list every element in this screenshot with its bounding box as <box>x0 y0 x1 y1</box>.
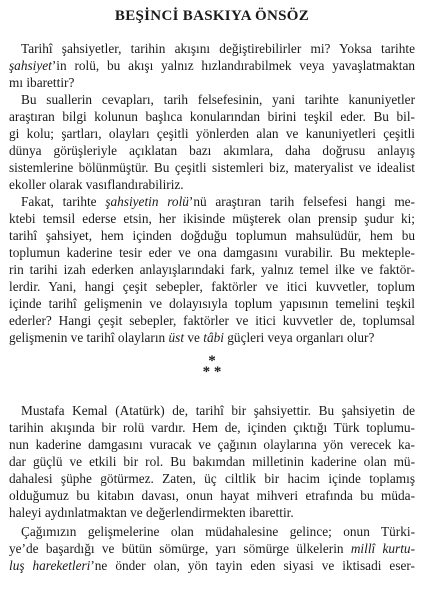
text-line <box>9 470 415 487</box>
text-run: sistemlerine bölünmüştür. Bu çeşitli sistemleri biz, materyalist ve idealist <box>9 160 415 175</box>
text-line <box>9 108 415 125</box>
text-line <box>9 142 415 159</box>
text-line <box>9 125 415 142</box>
section-separator: * * * <box>202 353 222 380</box>
text-line <box>9 453 415 470</box>
text-line <box>9 295 415 312</box>
text-line <box>9 261 415 278</box>
text-run: güçleri veya organları olur? <box>223 330 375 345</box>
text-run: olduğumuz bu kitabın davası, onun hayat mihveri etrafında bu müda- <box>9 488 415 503</box>
text-run: haleyi aydınlatmaktan ve değerlendirmekten ibarettir. <box>9 505 294 520</box>
text-run: dar güçlü ve etkili bir rol. Bu bakımdan milletinin kaderine olan mü- <box>9 454 415 469</box>
text-line <box>9 329 415 346</box>
text-line <box>21 40 415 57</box>
emphasis-text: şahsiyet <box>9 58 52 73</box>
text-run: gelişmenin ve tarihî olayların <box>9 330 169 345</box>
text-run: Fakat, tarihte <box>21 194 106 209</box>
text-run: araştıran bilgi kolunun başlıca konularından birini teşkil eder. Bu bil- <box>9 109 415 124</box>
text-line <box>9 244 415 261</box>
text-line <box>9 210 415 227</box>
text-line <box>9 278 415 295</box>
text-run: tarihin akışında bir rolü vardır. Hem de, içinden çıktığı Türk toplumu- <box>9 420 415 435</box>
text-run: ye’de başardığı ve bütün sömürge, yarı sömürge ülkelerin <box>9 541 351 556</box>
text-run: ekoller olarak vasıflandırabiliriz. <box>9 177 184 192</box>
text-run: nun kaderine damgasını vuracak ve çağının olaylarına yön verecek ka- <box>9 437 415 452</box>
text-line <box>21 402 415 419</box>
text-run: ve <box>184 330 204 345</box>
text-line <box>9 176 415 193</box>
text-run: ’nü araştıran tarih felsefesi hangi me- <box>188 194 415 209</box>
text-line <box>9 227 415 244</box>
text-run: mı ibarettir? <box>9 75 75 90</box>
text-run: toplumun kaderine tesir eder ve ona damgasını vurabilir. Bu mekteple- <box>9 245 415 260</box>
text-run: ’in rolü, bu akışı yalnız hızlandırabilmek veya yavaşlatmaktan <box>51 58 415 73</box>
text-run: dünya görüşleriyle açıklatan bazı akımlara, daha doğrusu anlayış <box>9 143 415 158</box>
text-line <box>21 91 415 108</box>
text-line <box>9 74 415 91</box>
text-line <box>9 487 415 504</box>
emphasis-text: üst <box>168 330 185 345</box>
text-run: ederler? Hangi çeşit sebepler, faktörler ve itici kuvvetler de, toplumsal <box>9 313 415 328</box>
text-run: Tarihî şahsiyetler, tarihin akışını değiştirebilirler mi? Yoksa tarihte <box>21 41 415 56</box>
text-line <box>9 419 415 436</box>
text-run: rin tarihi izah ederken anlayışlarındaki fark, yalnız temel ilke ve faktör- <box>9 262 415 277</box>
text-line <box>9 540 415 557</box>
text-run: lerdir. Yani, hangi çeşit sebepler, faktörler ve itici kuvvetler, toplum <box>9 279 415 294</box>
text-line <box>9 159 415 176</box>
text-run: gi kolu; şartları, olayları çeşitli yönlerden alan ve kanuniyetleri çeşitli <box>9 126 415 141</box>
emphasis-text: millî kurtu- <box>350 541 415 556</box>
text-run: Çağımızın gelişmelerine olan müdahalesine gelince; onun Türki- <box>21 524 415 539</box>
text-line <box>21 193 415 210</box>
text-line <box>9 312 415 329</box>
text-run: Mustafa Kemal (Atatürk) de, tarihî bir şahsiyettir. Bu şahsiyetin de <box>21 403 415 418</box>
emphasis-text: tâbi <box>203 330 224 345</box>
page-title: BEŞİNCİ BASKIYA ÖNSÖZ <box>114 8 310 24</box>
text-line <box>9 557 415 574</box>
text-run: içinde tarihî gelişmenin ve dolayısıyla toplum yapısının temelini teşkil <box>9 296 415 311</box>
text-line <box>9 57 415 74</box>
text-line <box>9 504 415 521</box>
emphasis-text: şahsiyetin rolü <box>105 194 189 209</box>
text-run: ’ne önder olan, yön tayin eden siyasi ve iktisadi eser- <box>90 558 415 573</box>
text-run: dahalesi şüphe götürmez. Zaten, üç ciltlik bir hacim içinde toplamış <box>9 471 415 486</box>
text-run: Bu suallerin cevapları, tarih felsefesinin, yani tarihte kanuniyetler <box>21 92 415 107</box>
text-line <box>9 436 415 453</box>
text-run: ktebi temsil ederse etsin, her ikisinde müşterek olan prensip şudur ki; <box>9 211 415 226</box>
text-run: tarihî şahsiyet, hem içinden doğduğu toplumun mahsulüdür, hem bu <box>9 228 415 243</box>
text-line <box>21 523 415 540</box>
emphasis-text: luş hareketleri <box>9 558 91 573</box>
